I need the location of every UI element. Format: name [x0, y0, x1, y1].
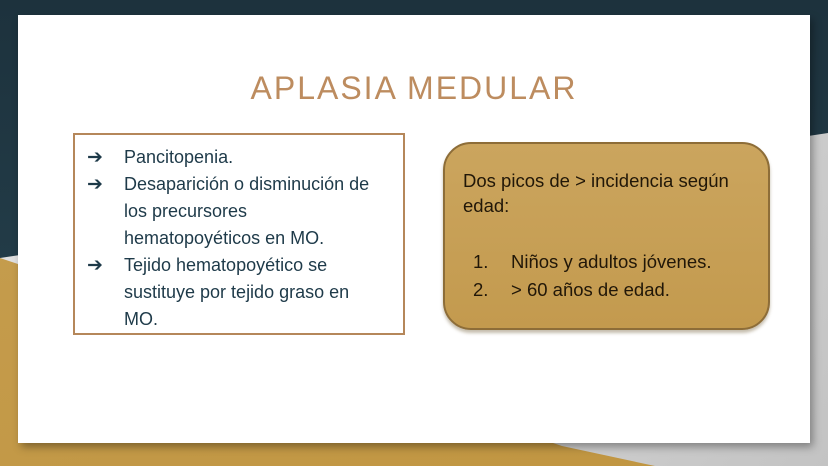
bullet-text: Pancitopenia.: [124, 147, 234, 167]
callout-box: [443, 142, 770, 330]
slide-title: APLASIA MEDULAR: [250, 70, 578, 106]
list-item: [75, 144, 373, 171]
callout-intro: Dos picos de > incidencia según edad:: [463, 170, 729, 216]
list-item: [75, 171, 373, 252]
item-text: > 60 años de edad.: [511, 279, 670, 300]
content-card: [18, 15, 810, 443]
bullet-text: Tejido hematopoyético se sustituye por tejido graso en MO.: [124, 255, 350, 329]
arrow-bullet-icon: ➔: [87, 254, 103, 276]
item-number: 2.: [473, 279, 489, 300]
bullet-list-box: [73, 133, 405, 335]
list-item: [75, 252, 373, 333]
numbered-item: [463, 276, 750, 304]
arrow-bullet-icon: ➔: [87, 173, 103, 195]
arrow-bullet-icon: ➔: [87, 146, 103, 168]
item-text: Niños y adultos jóvenes.: [511, 251, 712, 272]
item-number: 1.: [473, 251, 489, 272]
bullet-text: Desaparición o disminución de los precursores hematopoyéticos en MO.: [124, 174, 370, 248]
numbered-item: [463, 248, 750, 276]
